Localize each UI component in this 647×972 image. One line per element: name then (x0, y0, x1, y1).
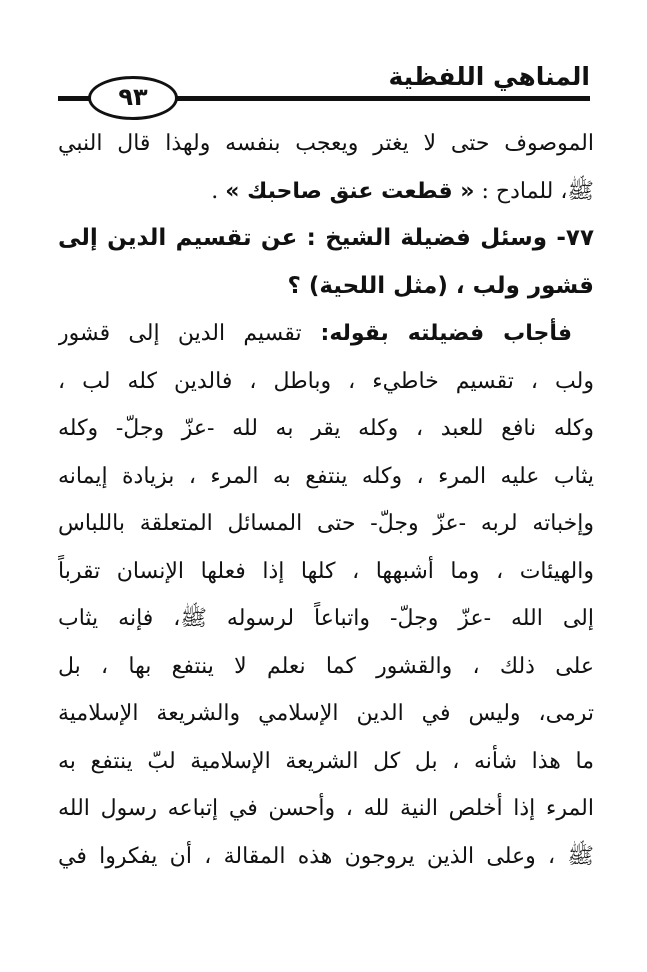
body-text (58, 120, 594, 880)
hadith-quote: « قطعت عنق صاحبك » (225, 178, 475, 204)
text-line: على ذلك ، والقشور كما نعلم لا ينتفع بها ، بل (58, 653, 594, 679)
text-line: وإخباته لربه -عزّ وجلّ- حتى المسائل المتعلقة باللباس (58, 511, 594, 536)
text-line: المرء إذا أخلص النية لله ، وأحسن في إتباعه رسول الله (58, 796, 594, 821)
answer-first-line (58, 310, 594, 358)
answer-lead: فأجاب فضيلته بقوله: (301, 321, 572, 346)
text-line: ما هذا شأنه ، بل كل الشريعة الإسلامية لبّ ينتفع به (58, 748, 594, 774)
text-line: ﷺ ، وعلى الذين يروجون هذه المقالة ، أن يفكروا في (58, 843, 594, 869)
question-heading: ٧٧- وسئل فضيلة الشيخ : عن تقسيم الدين إلى (58, 225, 594, 251)
text-line: والهيئات ، وما أشبهها ، كلها إذا فعلها الإنسان تقرباً (58, 558, 594, 584)
text-line: وكله نافع للعبد ، وكله يقر به لله -عزّ وجلّ- وكله (58, 416, 594, 441)
text-line: ولب ، تقسيم خاطيء ، وباطل ، فالدين كله لب ، (58, 368, 594, 394)
text-line: ﷺ، للمادح : « قطعت عنق صاحبك » . (211, 178, 594, 204)
text-line: ترمى، وليس في الدين الإسلامي والشريعة الإسلامية (58, 701, 594, 726)
page-number: ٩٣ (88, 76, 178, 120)
question-heading: قشور ولب ، (مثل اللحية) ؟ (287, 272, 594, 299)
text-line: يثاب عليه المرء ، وكله ينتفع به المرء ، بزيادة إيمانه (58, 463, 594, 489)
page-header (58, 58, 590, 114)
text-line: الموصوف حتى لا يغتر ويعجب بنفسه ولهذا قال النبي (58, 131, 594, 156)
text-line: إلى الله -عزّ وجلّ- واتباعاً لرسوله ﷺ، فإنه يثاب (58, 606, 594, 631)
running-title: المناهي اللفظية (388, 62, 590, 91)
answer-text: تقسيم الدين إلى قشور (58, 321, 302, 346)
